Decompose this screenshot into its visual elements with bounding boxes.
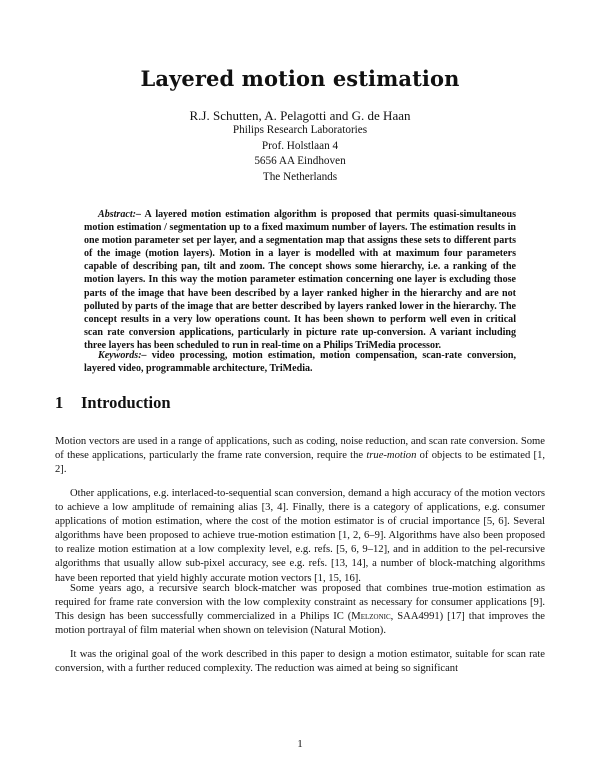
section-heading: [55, 393, 171, 413]
affiliation-line-3: 5656 AA Eindhoven: [254, 155, 346, 167]
keywords-text: video processing, motion estimation, motion compensation, scan-rate conversion, layered video, programmable architecture, TriMedia.: [84, 350, 516, 375]
paragraph-1-emphasis: true-motion: [366, 450, 417, 462]
abstract-text: A layered motion estimation algorithm is proposed that permits quasi-simultaneous motion estimation / segmentation up to a fixed maximum number of layers. The estimation results in one motion parameter set per layer, and a segmentation map that assigns these sets to different parts of the image (motion layers). Motion in a layer is modelled with at maximum four parameters capable of describing pan, tilt and zoom. The concept shows some hierarchy, i.e. a ranking of the motion layers. In this way the motion parameter estimation concerning one layer is excluding those parts of the image that have been described by a layer ranked higher in the hierarchy and are not polluted by parts of the image that are better described by layers ranked lower in the hierarchy. The concept results in a very low operations count. It has been shown to perform well even in critical scan rate conversion applications, particularly in picture rate up-conversion. A variant including three layers has been scheduled to run in real-time on a Philips TriMedia processor.: [84, 209, 516, 351]
paragraph-1-text-b: of objects to be estimated [1, 2].: [55, 450, 546, 476]
affiliation-line-1: Philips Research Laboratories: [232, 124, 368, 136]
section-number: 1: [55, 393, 64, 412]
author-list: R.J. Schutten, A. Pelagotti and G. de Haan: [189, 108, 411, 123]
section-title: Introduction: [81, 393, 171, 412]
paragraph-3-text-a: Some years ago, a recursive search block-matcher was proposed that combines true-motion estimation as required for frame rate conversion with the low complexity constraint as necessary for consumer applications [9]. This design has been successfully commercialized in a Philips IC (: [55, 583, 545, 623]
paragraph-1: [55, 435, 545, 477]
affiliation-line-4: The Netherlands: [262, 171, 338, 183]
paper-title: Layered motion estimation: [140, 66, 460, 91]
affiliation-line-2: Prof. Holstlaan 4: [261, 140, 339, 152]
paragraph-3: [55, 582, 545, 638]
paragraph-4: It was the original goal of the work described in this paper to design a motion estimator, suitable for scan rate conversion, with a further reduced complexity. The reduction was aimed at being so significant: [55, 649, 545, 675]
paragraph-3-text-b: , SAA4991) [17] that improves the motion portrayal of film material when shown on television (Natural Motion).: [55, 611, 545, 637]
paragraph-3-smallcaps: Melzonic: [351, 611, 391, 623]
keywords-label: Keywords:–: [98, 350, 147, 361]
paragraph-1-text-a: Motion vectors are used in a range of applications, such as coding, noise reduction, and scan rate conversion. Some of these applications, particularly the frame rate conversion, require the: [55, 436, 545, 462]
paragraph-2: Other applications, e.g. interlaced-to-sequential scan conversion, demand a high accuracy of the motion vectors to achieve a low amplitude of remaining alias [3, 4]. Finally, there is a category of applications, e.g. consumer applications of motion estimation, where the cost of the motion estimator is of crucial importance [5, 6]. Several algorithms have been proposed to achieve true-motion estimation [1, 2, 6–9]. Algorithms have also been proposed to realize motion estimation at a low complexity level, e.g. refs. [5, 6, 9–12], and in addition to the pel-recursive algorithms that usually allow sub-pixel accuracy, see e.g. refs. [13, 14], a number of block-matching algorithms have been reported that yield highly accurate motion vectors [1, 15, 16].: [55, 488, 545, 584]
abstract-label: Abstract:–: [98, 209, 141, 220]
abstract: [84, 208, 516, 352]
page-number: 1: [297, 738, 303, 750]
keywords: [84, 349, 516, 375]
